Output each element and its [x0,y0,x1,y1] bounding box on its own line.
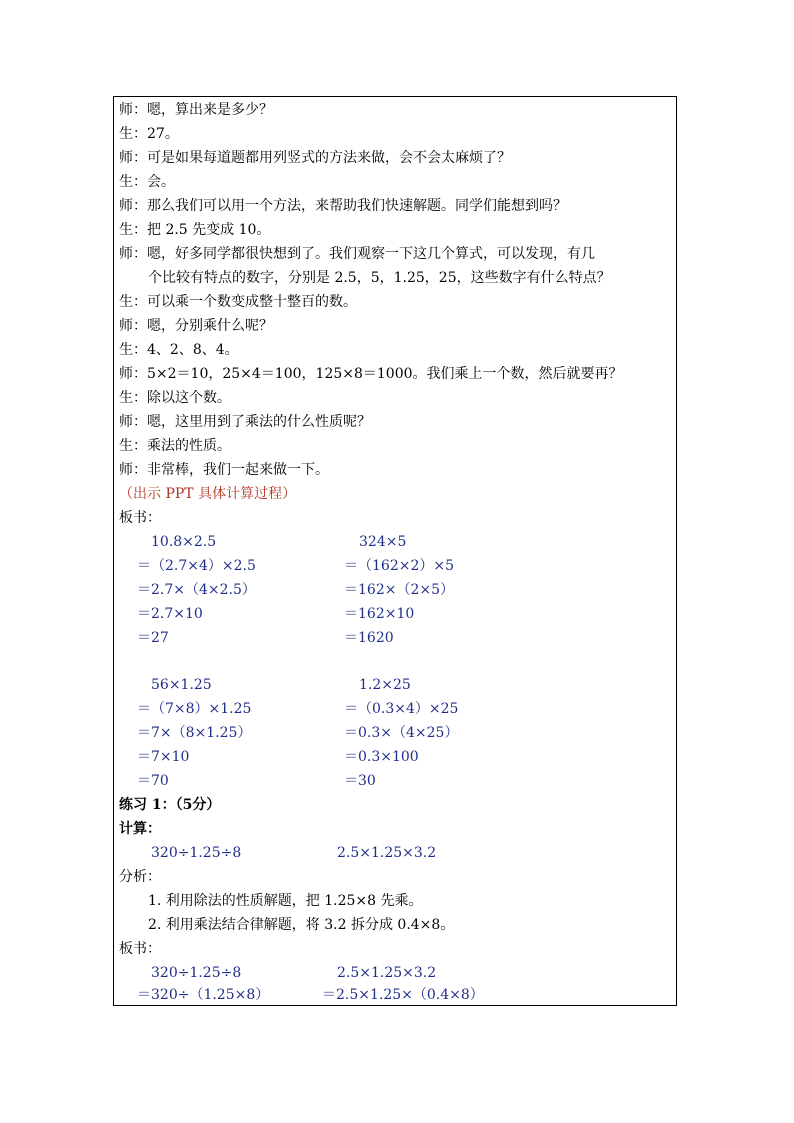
dialogue-line: 师：嗯，好多同学都很快想到了。我们观察一下这几个算式，可以发现，有几 [119,246,595,262]
calc-step: ＝2.7×10 [137,606,203,622]
analysis-label: 分析： [119,869,161,885]
dialogue-line: 生：除以这个数。 [119,390,231,406]
calc-step: 1.2×25 [359,677,411,693]
calc-step: ＝1620 [344,630,394,646]
problem: 320÷1.25÷8 [151,845,242,861]
analysis-item: 2. 利用乘法结合律解题，将 3.2 拆分成 0.4×8。 [148,917,455,933]
dialogue-line: 师：嗯，这里用到了乘法的什么性质呢？ [119,414,371,430]
dialogue-line: 生：可以乘一个数变成整十整百的数。 [119,294,357,310]
calc-step: ＝162×（2×5） [344,582,454,598]
board-label: 板书： [119,941,161,957]
calc-label: 计算： [119,821,161,837]
dialogue-line: 师：那么我们可以用一个方法，来帮助我们快速解题。同学们能想到吗？ [119,198,567,214]
board-step: ＝320÷（1.25×8） [137,987,270,1003]
problem: 2.5×1.25×3.2 [337,845,437,861]
calc-step: ＝162×10 [344,606,415,622]
board-label: 板书： [119,510,161,526]
analysis-item: 1. 利用除法的性质解题，把 1.25×8 先乘。 [148,893,423,909]
calc-step: ＝2.7×（4×2.5） [137,582,256,598]
dialogue-line: 生：乘法的性质。 [119,438,231,454]
calc-step: ＝（7×8）×1.25 [137,701,252,717]
calc-step: ＝（2.7×4）×2.5 [137,558,256,574]
calc-step: ＝0.3×（4×25） [344,725,459,741]
ppt-note: （出示 PPT 具体计算过程） [119,486,297,502]
dialogue-line: 生：把 2.5 先变成 10。 [119,222,271,238]
dialogue-line: 师：嗯，分别乘什么呢？ [119,318,273,334]
dialogue-line: 师：非常棒，我们一起来做一下。 [119,462,329,478]
calc-step: 324×5 [359,534,407,550]
dialogue-line: 生：27。 [119,126,179,142]
calc-step: ＝0.3×100 [344,749,419,765]
board-step: 320÷1.25÷8 [151,965,242,981]
calc-step: 10.8×2.5 [151,534,217,550]
calc-step: ＝30 [344,773,376,789]
calc-step: ＝70 [137,773,169,789]
calc-step: ＝（0.3×4）×25 [344,701,459,717]
dialogue-line: 师：5×2＝10，25×4＝100，125×8＝1000。我们乘上一个数，然后就要再？ [119,366,623,382]
dialogue-line: 生：会。 [119,174,175,190]
exercise-title: 练习 1：（5分） [119,797,221,813]
dialogue-line: 师：可是如果每道题都用列竖式的方法来做，会不会太麻烦了？ [119,150,511,166]
calc-step: ＝27 [137,630,169,646]
calc-step: 56×1.25 [151,677,212,693]
dialogue-line: 个比较有特点的数字，分别是 2.5，5，1.25，25，这些数字有什么特点？ [148,270,611,286]
board-step: 2.5×1.25×3.2 [337,965,437,981]
dialogue-line: 师：嗯，算出来是多少？ [119,102,273,118]
board-step: ＝2.5×1.25×（0.4×8） [322,987,484,1003]
calc-step: ＝7×10 [137,749,190,765]
calc-step: ＝7×（8×1.25） [137,725,252,741]
dialogue-line: 生：4、2、8、4。 [119,342,239,358]
calc-step: ＝（162×2）×5 [344,558,454,574]
